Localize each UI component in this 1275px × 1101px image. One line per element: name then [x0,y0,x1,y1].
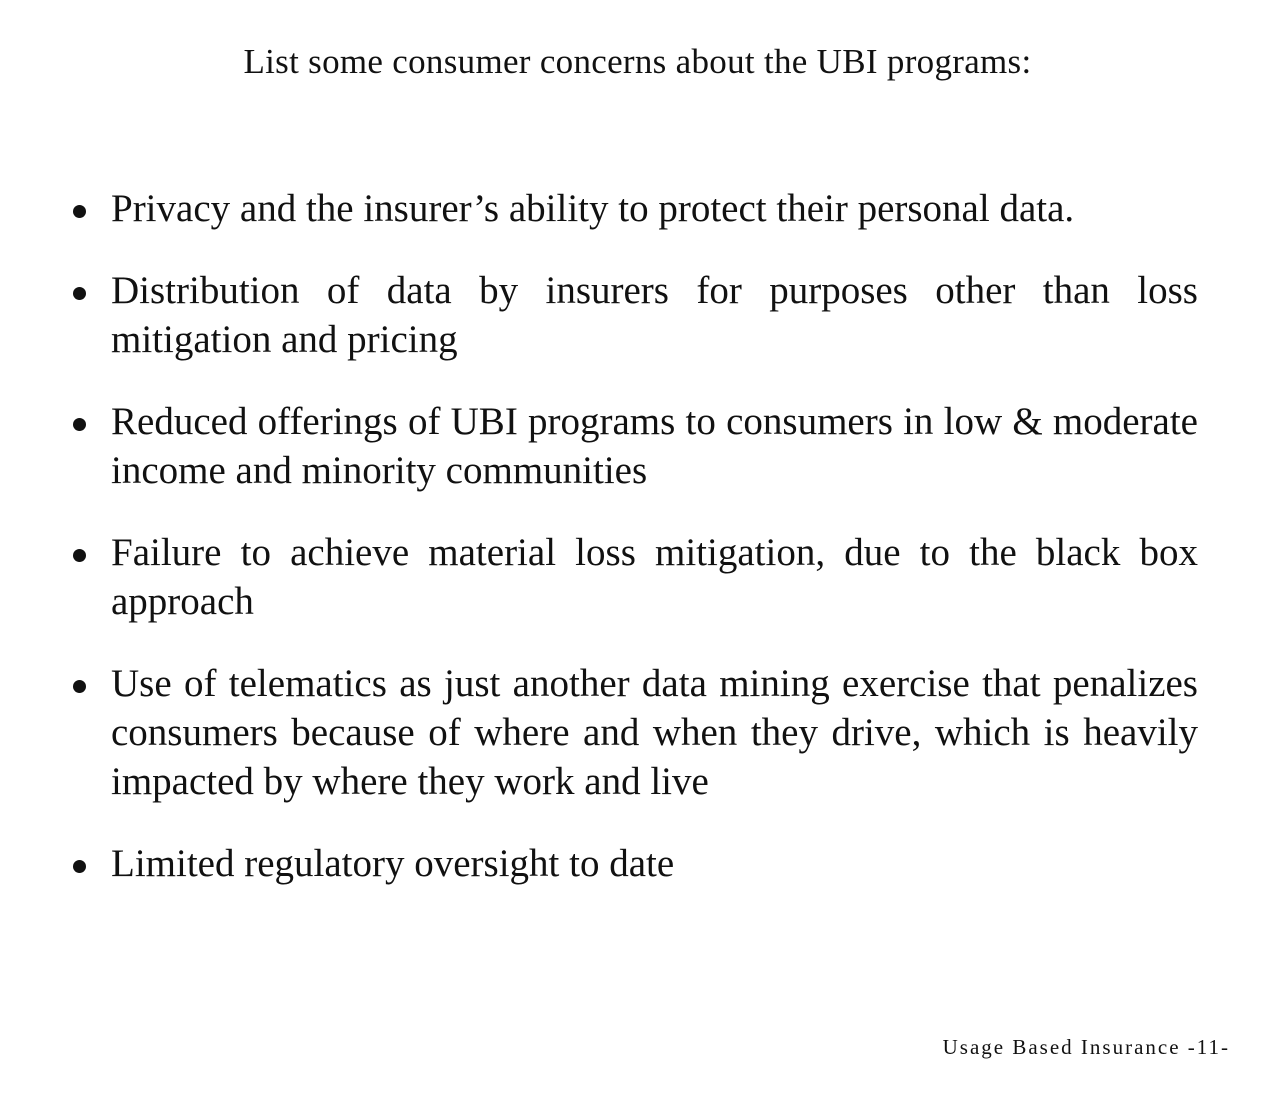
list-item [64,266,1198,364]
list-item [64,397,1198,495]
bullet-icon [73,418,86,431]
bullet-icon [73,549,86,562]
list-item-text: Failure to achieve material loss mitigation, due to the black box approach [111,531,1198,623]
list-item [64,184,1198,233]
page-title: List some consumer concerns about the UBI programs: [243,42,1032,81]
concerns-list [64,184,1198,921]
bullet-icon [73,860,86,873]
page-footer: Usage Based Insurance -11- [942,1035,1230,1059]
list-item [64,528,1198,626]
list-item [64,659,1198,806]
bullet-icon [73,680,86,693]
list-item-text: Privacy and the insurer’s ability to protect their personal data. [111,187,1075,230]
list-item-text: Use of telematics as just another data mining exercise that penalizes consumers because of where and when they drive, which is heavily impacted by where they work and live [111,662,1198,803]
bullet-icon [73,287,86,300]
list-item-text: Reduced offerings of UBI programs to consumers in low & moderate income and minority communities [111,400,1198,492]
bullet-icon [73,205,86,218]
list-item [64,839,1198,888]
list-item-text: Limited regulatory oversight to date [111,842,675,885]
list-item-text: Distribution of data by insurers for purposes other than loss mitigation and pricing [111,269,1198,361]
